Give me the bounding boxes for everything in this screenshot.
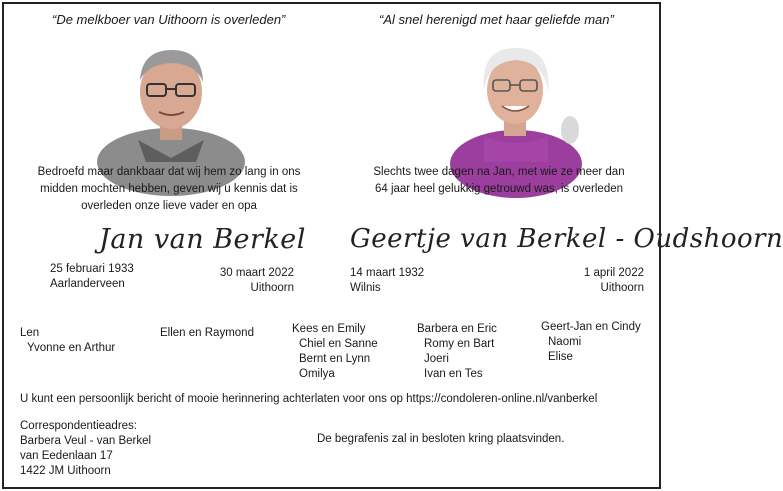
family-head: Geert-Jan en Cindy: [541, 321, 641, 333]
family-member: Joeri: [424, 353, 449, 365]
address-line: van Eedenlaan 17: [20, 450, 113, 462]
family-group: [160, 326, 254, 341]
family-head: Barbera en Eric: [417, 323, 497, 335]
address-line: 1422 JM Uithoorn: [20, 465, 111, 477]
family-head: Ellen en Raymond: [160, 327, 254, 339]
portrait-jan: [96, 40, 246, 160]
birth-place: Wilnis: [350, 282, 381, 294]
birth-jan: [50, 262, 134, 292]
correspondence-label: Correspondentieadres:: [20, 420, 137, 432]
death-date: 1 april 2022: [583, 267, 644, 279]
death-place: Uithoorn: [250, 282, 294, 294]
right-intro: [339, 164, 659, 198]
death-place: Uithoorn: [600, 282, 644, 294]
death-jan: [174, 266, 294, 296]
right-intro-line: Slechts twee dagen na Jan, met wie ze meer dan: [373, 166, 625, 178]
birth-date: 14 maart 1932: [350, 267, 425, 279]
name-geertje: Geertje van Berkel - Oudshoorn: [350, 224, 783, 254]
birth-place: Aarlanderveen: [50, 278, 125, 290]
family-group: [292, 322, 378, 382]
obituary-card: [2, 2, 783, 489]
family-member: Bernt en Lynn: [299, 353, 371, 365]
family-head: Kees en Emily: [292, 323, 366, 335]
condolence-text: U kunt een persoonlijk bericht of mooie herinnering achterlaten voor ons op https://condoleren-online.nl/vanberkel: [20, 393, 598, 405]
family-head: Len: [20, 327, 40, 339]
left-intro-line: midden mochten hebben, geven wij u kennis dat is: [40, 183, 298, 195]
left-intro-line: overleden onze lieve vader en opa: [81, 200, 257, 212]
right-quote: “Al snel herenigd met haar geliefde man”: [379, 12, 614, 27]
family-group: [417, 322, 497, 382]
family-member: Yvonne en Arthur: [27, 342, 116, 354]
family-member: Chiel en Sanne: [299, 338, 378, 350]
family-member: Naomi: [548, 336, 582, 348]
family-member: Romy en Bart: [424, 338, 495, 350]
address-line: Barbera Veul - van Berkel: [20, 435, 152, 447]
portrait-geertje: [450, 40, 585, 160]
family-member: Ivan en Tes: [424, 368, 483, 380]
left-quote: “De melkboer van Uithoorn is overleden”: [52, 12, 286, 27]
right-intro-line: 64 jaar heel gelukkig getrouwd was, is overleden: [374, 183, 624, 195]
family-group: [20, 326, 115, 356]
correspondence-address: [20, 419, 151, 479]
death-geertje: [524, 266, 644, 296]
family-member: Elise: [548, 351, 573, 363]
left-intro-line: Bedroefd maar dankbaar dat wij hem zo lang in ons: [37, 166, 301, 178]
death-date: 30 maart 2022: [219, 267, 294, 279]
birth-geertje: [350, 266, 424, 296]
birth-date: 25 februari 1933: [50, 263, 134, 275]
family-member: Omilya: [299, 368, 335, 380]
funeral-text: De begrafenis zal in besloten kring plaatsvinden.: [317, 433, 565, 445]
name-jan: Jan van Berkel: [99, 224, 306, 255]
family-group: [541, 320, 641, 365]
left-intro: [4, 164, 334, 215]
